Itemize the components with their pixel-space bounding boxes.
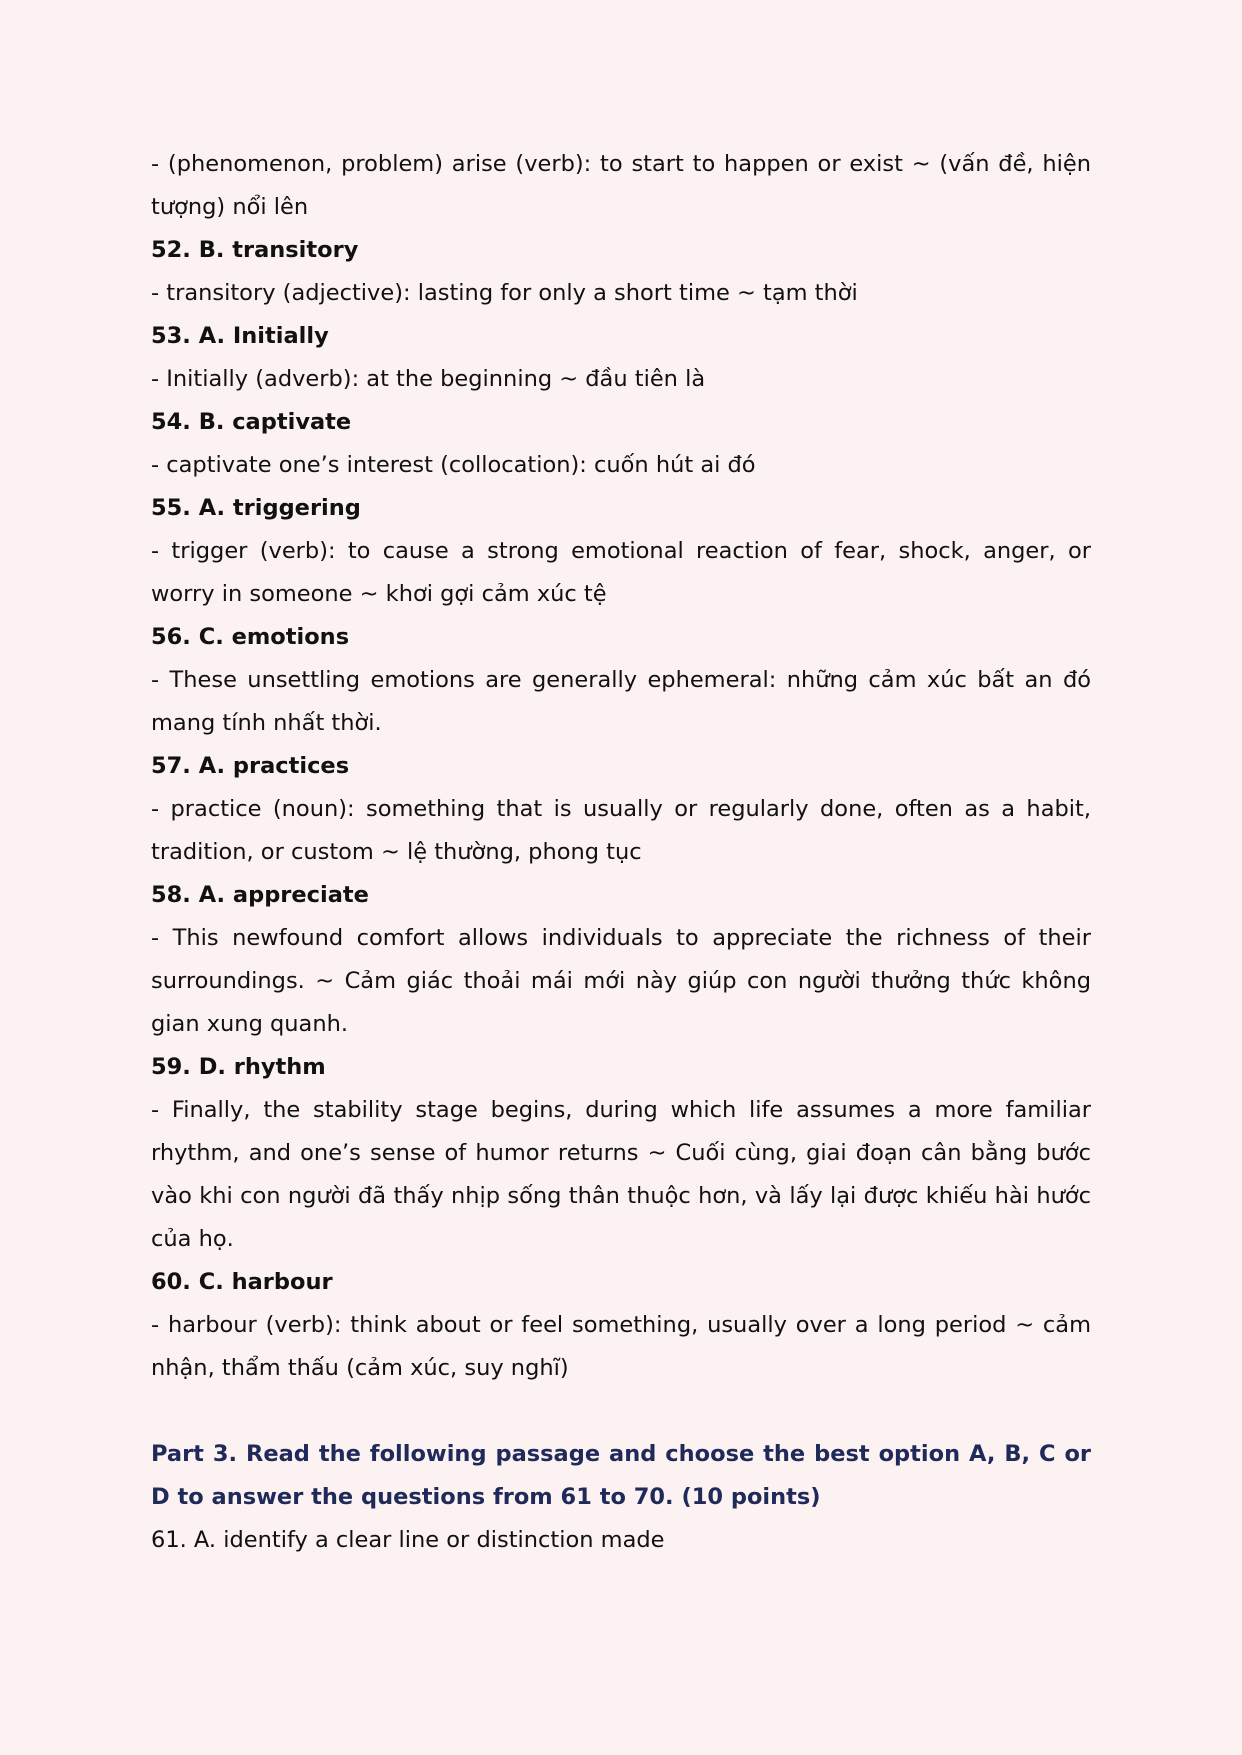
answer-explanation-55: - trigger (verb): to cause a strong emotional reaction of fear, shock, anger, or worry in someone ~ khơi gợi cảm xúc tệ xyxy=(151,538,1091,607)
answer-explanation-59: - Finally, the stability stage begins, during which life assumes a more familiar rhythm, and one’s sense of humor returns ~ Cuối cùng, giai đoạn cân bằng bước vào khi con người đã thấy nhịp sống thân thuộc hơn, và lấy lại được khiếu hài hước của họ. xyxy=(151,1097,1091,1252)
answer-heading-57: 57. A. practices xyxy=(151,753,350,779)
answer-heading-59: 59. D. rhythm xyxy=(151,1054,326,1080)
answer-heading-52: 52. B. transitory xyxy=(151,237,359,263)
answer-heading-56: 56. C. emotions xyxy=(151,624,350,650)
answer-explanation-53: - Initially (adverb): at the beginning ~ đầu tiên là xyxy=(151,366,706,392)
answer-heading-60: 60. C. harbour xyxy=(151,1269,333,1295)
answer-explanation-57: - practice (noun): something that is usually or regularly done, often as a habit, tradition, or custom ~ lệ thường, phong tục xyxy=(151,796,1091,865)
document-body xyxy=(151,143,1091,1562)
part-3-title: Part 3. Read the following passage and choose the best option A, B, C or D to answer the questions from 61 to 70. (10 points) xyxy=(151,1441,1091,1510)
answer-explanation-51: - (phenomenon, problem) arise (verb): to start to happen or exist ~ (vấn đề, hiện tượng) nổi lên xyxy=(151,151,1091,220)
answer-explanation-52: - transitory (adjective): lasting for only a short time ~ tạm thời xyxy=(151,280,858,306)
answer-heading-54: 54. B. captivate xyxy=(151,409,352,435)
answer-heading-53: 53. A. Initially xyxy=(151,323,329,349)
answer-explanation-58: - This newfound comfort allows individuals to appreciate the richness of their surroundings. ~ Cảm giác thoải mái mới này giúp con người thưởng thức không gian xung quanh. xyxy=(151,925,1091,1037)
answer-61: 61. A. identify a clear line or distinction made xyxy=(151,1527,665,1553)
answer-heading-55: 55. A. triggering xyxy=(151,495,361,521)
answer-explanation-54: - captivate one’s interest (collocation): cuốn hút ai đó xyxy=(151,452,756,478)
answer-explanation-60: - harbour (verb): think about or feel something, usually over a long period ~ cảm nhận, thẩm thấu (cảm xúc, suy nghĩ) xyxy=(151,1312,1091,1381)
answer-heading-58: 58. A. appreciate xyxy=(151,882,369,908)
answer-explanation-56: - These unsettling emotions are generally ephemeral: những cảm xúc bất an đó mang tính nhất thời. xyxy=(151,667,1091,736)
section-spacer xyxy=(151,1390,1091,1433)
